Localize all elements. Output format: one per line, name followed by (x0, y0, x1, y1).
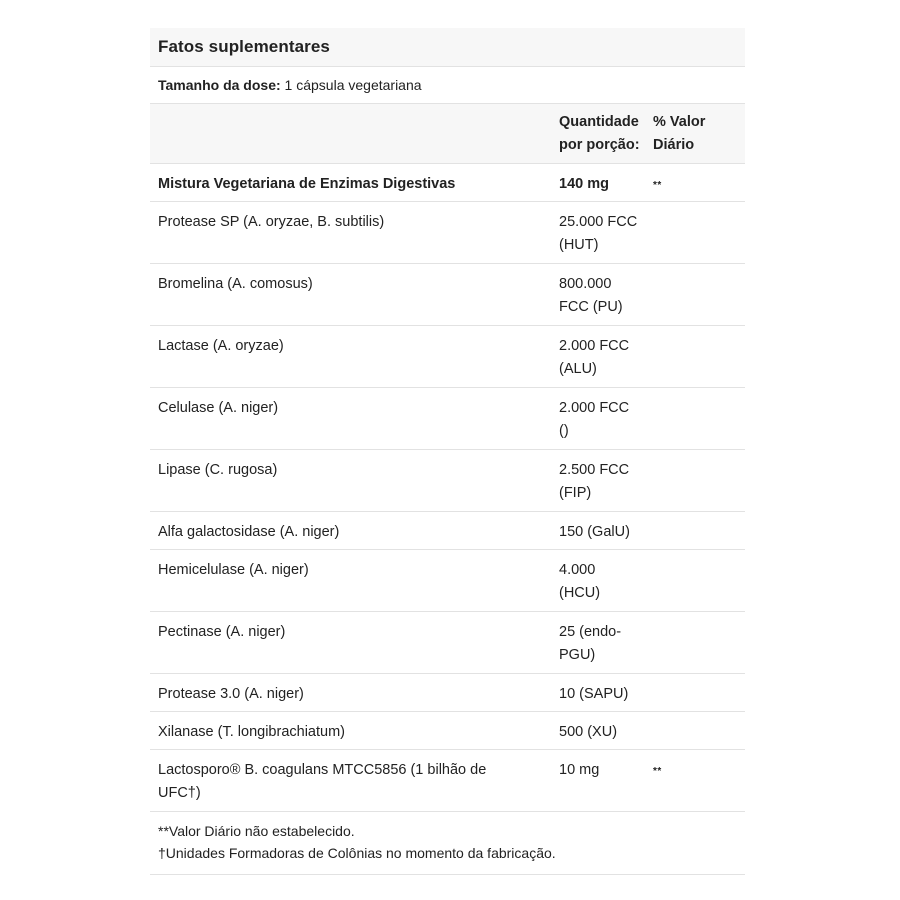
row-amount-line2: FCC (PU) (559, 299, 623, 315)
row-name: Protease SP (A. oryzae, B. subtilis) (150, 202, 552, 264)
panel-title: Fatos suplementares (158, 37, 330, 56)
row-amount: 10 (SAPU) (552, 674, 649, 712)
header-amount-cell (552, 104, 649, 164)
row-dv: ** (653, 180, 662, 191)
row-name: Xilanase (T. longibrachiatum) (150, 712, 552, 750)
row-dv: ** (653, 766, 662, 777)
row-name: Alfa galactosidase (A. niger) (150, 512, 552, 550)
table-row (150, 388, 745, 450)
row-amount: 150 (GalU) (552, 512, 649, 550)
table-row (150, 550, 745, 612)
table-row (150, 450, 745, 512)
row-name: Pectinase (A. niger) (150, 612, 552, 674)
row-dv (649, 612, 745, 674)
row-amount-line1: 800.000 (559, 276, 612, 292)
supplement-facts-panel (150, 28, 745, 875)
nutrient-table (150, 104, 745, 812)
row-name: Mistura Vegetariana de Enzimas Digestivas (150, 164, 552, 202)
row-dv (649, 512, 745, 550)
table-row (150, 674, 745, 712)
header-amount-line2: por porção: (559, 137, 640, 153)
row-name (150, 750, 552, 812)
serving-size-row (150, 67, 745, 104)
row-amount (552, 450, 649, 512)
row-amount-line2: (HUT) (559, 237, 599, 253)
row-amount-line2: PGU) (559, 647, 596, 663)
table-row (150, 750, 745, 812)
row-amount: 500 (XU) (552, 712, 649, 750)
row-name-line1: Lactosporo® B. coagulans MTCC5856 (1 bilhão de (158, 762, 487, 778)
table-row (150, 512, 745, 550)
row-dv (649, 712, 745, 750)
header-dv-line2: Diário (653, 137, 695, 153)
header-name-cell (150, 104, 552, 164)
row-amount-line1: 25.000 FCC (559, 214, 638, 230)
row-dv (649, 388, 745, 450)
table-row (150, 264, 745, 326)
row-amount: 140 mg (552, 164, 649, 202)
row-dv (649, 326, 745, 388)
header-dv-line1: % Valor (653, 114, 706, 130)
header-dv-cell (649, 104, 745, 164)
row-name: Bromelina (A. comosus) (150, 264, 552, 326)
row-amount-line2: () (559, 423, 569, 439)
table-row (150, 202, 745, 264)
row-amount: 10 mg (552, 750, 649, 812)
header-amount-line1: Quantidade (559, 114, 639, 130)
table-row (150, 612, 745, 674)
row-amount-line2: (FIP) (559, 485, 592, 501)
row-amount (552, 202, 649, 264)
row-amount-line1: 4.000 (559, 562, 596, 578)
row-dv (649, 450, 745, 512)
row-amount-line2: (ALU) (559, 361, 597, 377)
row-dv (649, 674, 745, 712)
title-row (150, 28, 745, 67)
row-name: Lipase (C. rugosa) (150, 450, 552, 512)
row-amount-line1: 2.000 FCC (559, 400, 630, 416)
footnotes (150, 812, 745, 875)
table-row (150, 326, 745, 388)
row-amount (552, 612, 649, 674)
row-amount (552, 264, 649, 326)
row-dv (649, 264, 745, 326)
row-dv (649, 550, 745, 612)
table-row (150, 712, 745, 750)
footnote-daily-value: **Valor Diário não estabelecido. (158, 823, 355, 839)
serving-size-value: 1 cápsula vegetariana (284, 77, 422, 93)
row-dv (649, 202, 745, 264)
row-amount (552, 550, 649, 612)
serving-size-label: Tamanho da dose: (158, 77, 281, 93)
table-row (150, 164, 745, 202)
row-amount-line2: (HCU) (559, 585, 601, 601)
row-name: Celulase (A. niger) (150, 388, 552, 450)
row-amount-line1: 2.000 FCC (559, 338, 630, 354)
table-header-row (150, 104, 745, 164)
row-amount-line1: 25 (endo- (559, 624, 622, 640)
row-name: Protease 3.0 (A. niger) (150, 674, 552, 712)
row-amount (552, 388, 649, 450)
row-name-line2: UFC†) (158, 785, 201, 801)
row-name: Hemicelulase (A. niger) (150, 550, 552, 612)
row-amount-line1: 2.500 FCC (559, 462, 630, 478)
footnote-cfu: †Unidades Formadoras de Colônias no momento da fabricação. (158, 845, 556, 861)
row-name: Lactase (A. oryzae) (150, 326, 552, 388)
row-amount (552, 326, 649, 388)
